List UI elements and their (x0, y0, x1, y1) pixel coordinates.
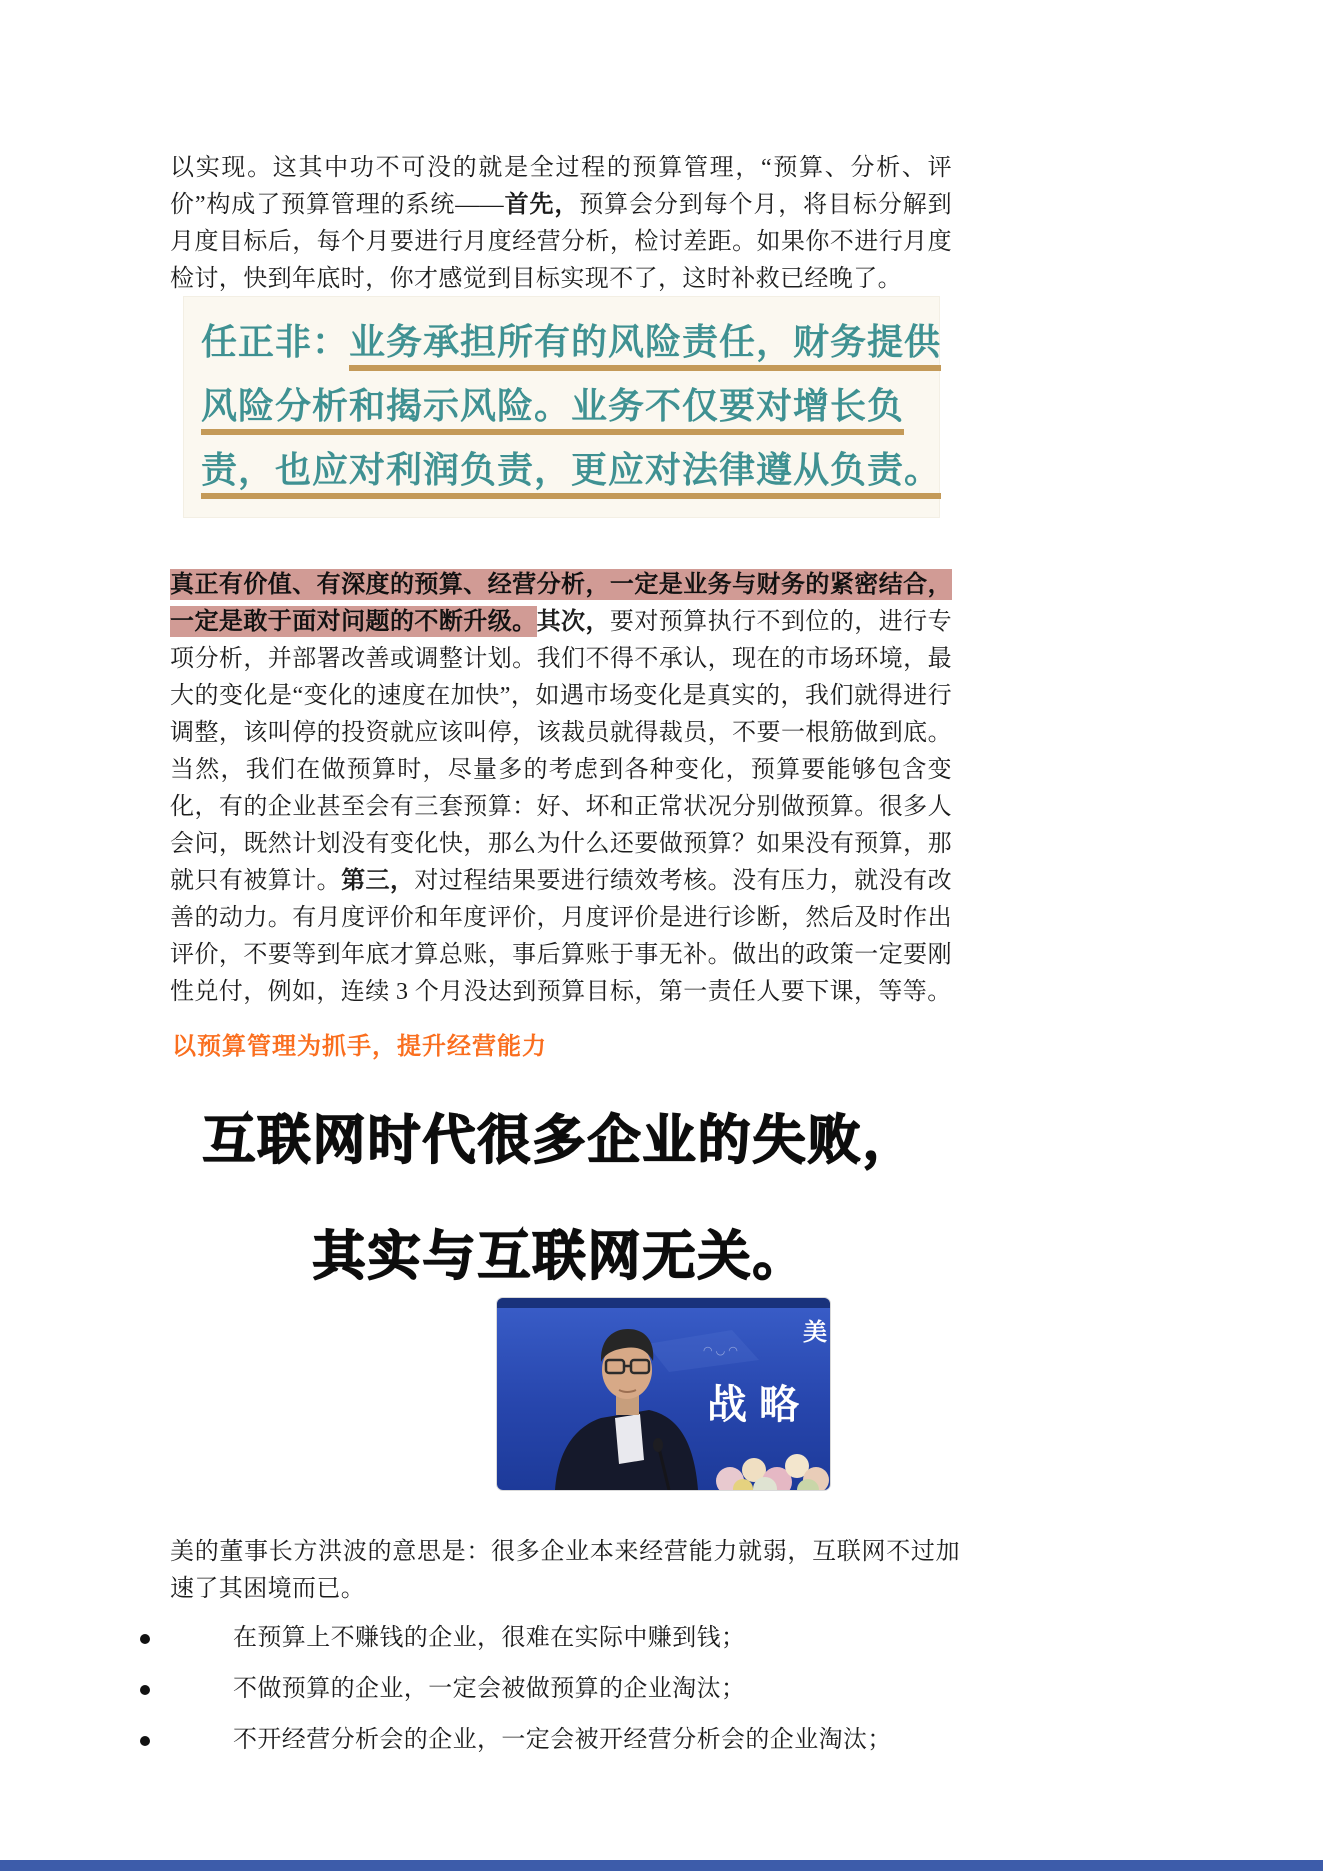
backdrop-corner-character: 美 (803, 1319, 827, 1346)
paragraph-fang-hongbo-meaning: 美的董事长方洪波的意思是：很多企业本来经营能力就弱，互联网不过加速了其困境而已。 (170, 1539, 960, 1602)
list-item-text: 在预算上不赚钱的企业，很难在实际中赚到钱； (233, 1625, 746, 1651)
quote-image-ren-zhengfei (183, 296, 940, 518)
speaker-photo-fang-hongbo (497, 1298, 830, 1490)
bullet-icon (140, 1685, 150, 1695)
list-item (138, 1671, 998, 1708)
list-item (138, 1620, 998, 1657)
bullet-icon (140, 1736, 150, 1746)
paragraph-budget-system (170, 150, 952, 298)
paragraph-text: 对过程结果要进行绩效考核。没有压力，就没有改善的动力。有月度评价和年度评价，月度评价是进行诊断，然后及时作出评价，不要等到年底才算总账，事后算账于事无补。做出的政策一定要刚性兑付，例如，连续 3 个月没达到预算目标，第一责任人要下课，等等。 (170, 868, 952, 1005)
bold-phrase-first: 首先， (504, 192, 580, 218)
paragraph-text: 要对预算执行不到位的，进行专项分析，并部署改善或调整计划。我们不得不承认，现在的市场环境，最大的变化是“变化的速度在加快”，如遇市场变化是真实的，我们就得进行调整，该叫停的投资就应该叫停，该裁员就得裁员，不要一根筋做到底。当然，我们在做预算时，尽量多的考虑到各种变化，预算要能够包含变化，有的企业甚至会有三套预算：好、坏和正常状况分别做预算。很多人会问，既然计划没有变化快，那么为什么还要做预算？如果没有预算，那就只有被算计。 (170, 609, 953, 894)
slogan-line-2: 其实与互联网无关。 (312, 1227, 808, 1286)
bold-phrase-third: 第三， (341, 868, 415, 894)
backdrop-top-strip (497, 1298, 830, 1308)
quote-speaker: 任正非： (201, 321, 350, 362)
bullet-icon (140, 1634, 150, 1644)
section-heading-budget-management: 以预算管理为抓手，提升经营能力 (172, 1033, 547, 1060)
quote-line-2 (201, 374, 940, 438)
quote-underlined-text: 责，也应对利润负责，更应对法律遵从负责。 (201, 449, 941, 499)
list-item-text: 不开经营分析会的企业，一定会被开经营分析会的企业淘汰； (233, 1727, 892, 1753)
quote-line-1 (201, 310, 940, 374)
highlighted-sentence: 真正有价值、有深度的预算、经营分析，一定是业务与财务的紧密结合，一定是敢于面对问题的不断升级。 (170, 569, 952, 637)
slogan-image-internet-era (120, 1098, 1000, 1290)
list-item-text: 不做预算的企业，一定会被做预算的企业淘汰； (233, 1676, 746, 1702)
slogan-line-1: 互联网时代很多企业的失败， (202, 1111, 918, 1170)
strategy-caption: 战略 (707, 1383, 811, 1427)
shirt-shape (615, 1414, 644, 1464)
quote-line-3 (201, 438, 940, 502)
bold-phrase-second: 其次， (536, 609, 610, 635)
paragraph-text: 预算会分到每个月，将目标分解到月度目标后，每个月要进行月度经营分析，检讨差距。如果你不进行月度检讨，快到年底时，你才感觉到目标实现不了，这时补救已经晚了。 (170, 192, 952, 292)
quote-underlined-text: 业务承担所有的风险责任，财务提供 (349, 321, 941, 371)
list-item (138, 1722, 998, 1759)
quote-underlined-text: 风险分析和揭示风险。业务不仅要对增长负 (201, 385, 904, 435)
paragraph-text: 以实现。这其中功不可没的就是全过程的预算管理，“预算、分析、评价”构成了预算管理的系统—— (170, 155, 952, 218)
footer-blue-bar (0, 1860, 1323, 1871)
backdrop-small-logos: ◠ ◡ ◠ (703, 1345, 738, 1357)
bullet-list (138, 1620, 998, 1773)
paragraph-analysis-upgrade (170, 567, 952, 1011)
speaker-photo-graphic (497, 1298, 830, 1490)
